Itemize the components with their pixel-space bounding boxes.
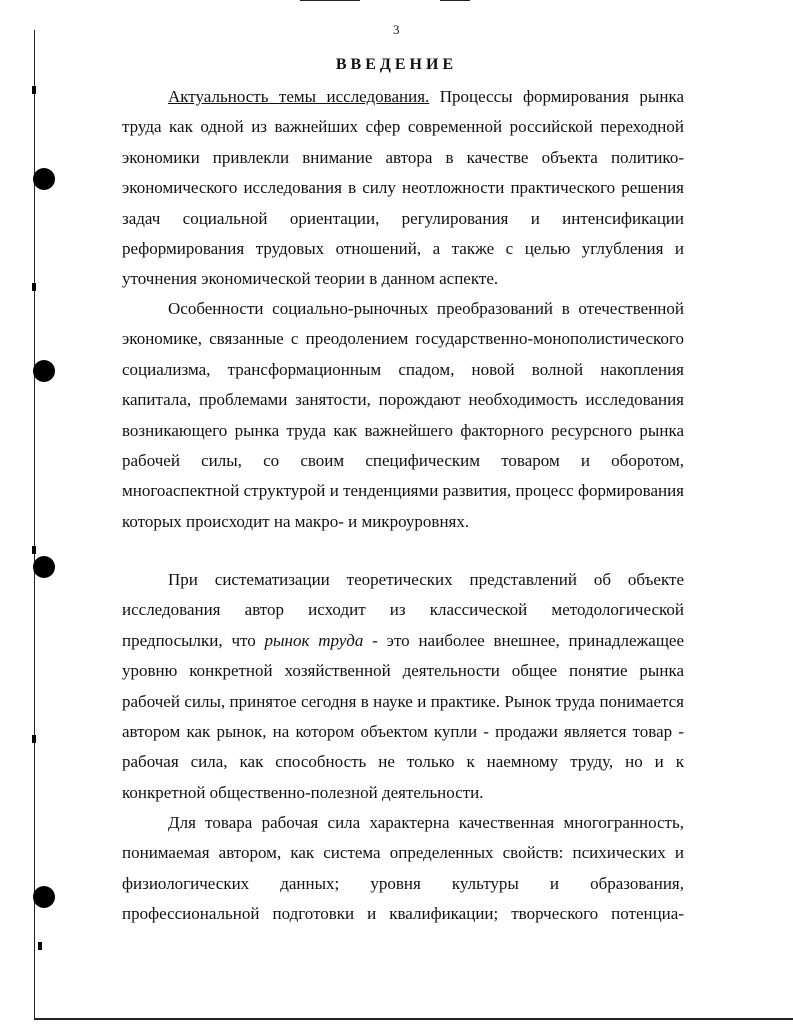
page-number: 3	[393, 22, 400, 37]
binding-hole	[33, 886, 55, 908]
paragraph-3	[122, 565, 684, 808]
scan-bottom-line	[34, 1018, 793, 1020]
margin-mark	[32, 546, 36, 554]
paragraph-lead: Актуальность темы исследования.	[168, 87, 430, 106]
paragraph-text: Для товара рабочая сила характерна качественная многогранность, понимаемая автором, как система определенных свойств: психических и физиологических данных; уровня культуры и образования, профессиональной подготовки и квалификации; творческого потенциа-	[122, 813, 684, 924]
paragraph-2	[122, 294, 684, 537]
scan-top-line	[300, 0, 360, 1]
paragraph-text: - это наиболее внешнее, принадлежащее уровню конкретной хозяйственной деятельности общее понятие рынка рабочей силы, принятое сегодня в науке и практике. Рынок труда понимается автором как рынок, на котором объектом купли - продажи является товар - рабочая сила, как способность не только к наемному труду, но и к конкретной общественно-полезной деятельности.	[122, 630, 684, 802]
margin-mark	[38, 942, 42, 950]
paragraph-1	[122, 82, 684, 295]
margin-mark	[32, 735, 36, 743]
margin-mark	[32, 86, 36, 94]
paragraph-text: Процессы формирования рынка труда как одной из важнейших сфер современной российской переходной экономики привлекли внимание автора в качестве объекта политико-экономического исследования в силу неотложности практического решения задач социальной ориентации, регулирования и интенсификации реформирования трудовых отношений, а также с целью углубления и уточнения экономической теории в данном аспекте.	[122, 87, 684, 289]
paragraph-text: При систематизации теоретических представлений об объекте исследования автор исходит из классической методологической предпосылки, что	[122, 570, 684, 650]
paragraph-4	[122, 808, 684, 930]
binding-hole	[33, 168, 55, 190]
margin-mark	[32, 283, 36, 291]
scan-top-line	[440, 0, 470, 1]
binding-hole	[33, 360, 55, 382]
italic-term: рынок труда	[264, 630, 364, 650]
section-heading: ВВЕДЕНИЕ	[335, 56, 458, 73]
binding-hole	[33, 556, 55, 578]
paragraph-text: Особенности социально-рыночных преобразований в отечественной экономике, связанные с преодолением государственно-монополистического социализма, трансформационным спадом, новой волной накопления капитала, проблемами занятости, порождают необходимость исследования возникающего рынка труда как важнейшего факторного ресурсного рынка рабочей силы, со своим специфическим товаром и оборотом, многоаспектной структурой и тенденциями развития, процесс формирования которых происходит на макро- и микроуровнях.	[122, 299, 684, 531]
